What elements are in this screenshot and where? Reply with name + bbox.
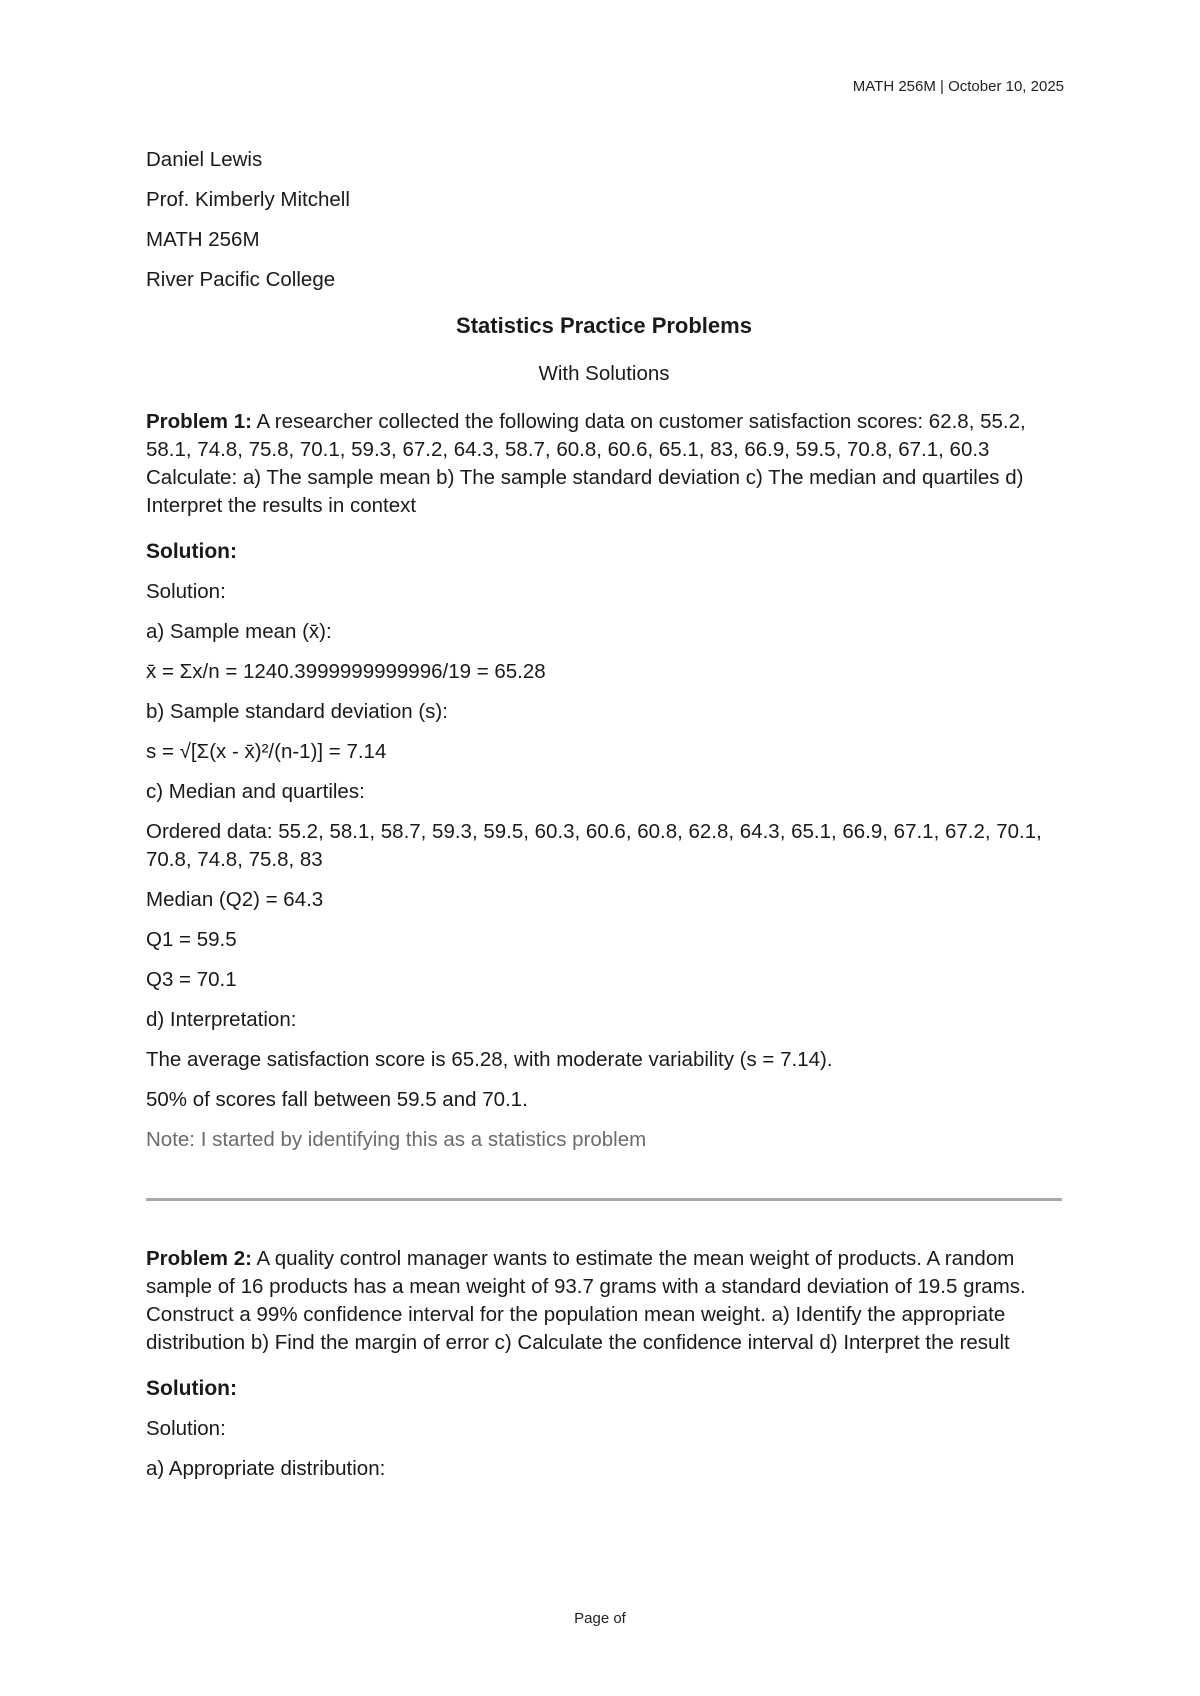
solution-line: b) Sample standard deviation (s): [146, 700, 448, 723]
problem-1-label: Problem 1: [146, 410, 252, 433]
solution-line: Median (Q2) = 64.3 [146, 888, 324, 911]
problem-2-solution-heading: Solution: [146, 1377, 237, 1400]
problem-2-label: Problem 2: [146, 1247, 252, 1270]
solution-line: The average satisfaction score is 65.28, with moderate variability (s = 7.14). [146, 1048, 833, 1071]
solution-line: 50% of scores fall between 59.5 and 70.1. [146, 1088, 528, 1111]
problem-2-statement [146, 1245, 1062, 1357]
course-code: MATH 256M [146, 228, 260, 251]
solution-line: a) Sample mean (x̄): [146, 620, 332, 643]
solution-line: x̄ = Σx/n = 1240.3999999999996/19 = 65.28 [146, 660, 546, 683]
document-subtitle: With Solutions [538, 362, 670, 385]
page-header: MATH 256M | October 10, 2025 [852, 78, 1064, 95]
solution-line: c) Median and quartiles: [146, 780, 365, 803]
problem-1-statement [146, 408, 1062, 520]
problem-2-text: A quality control manager wants to estimate the mean weight of products. A random sample of 16 products has a mean weight of 93.7 grams with a standard deviation of 19.5 grams. Construct a 99% confidence interval for the population mean weight. a) Identify the appropriate distribution b) Find the margin of error c) Calculate the confidence interval d) Interpret the result [146, 1247, 1026, 1354]
solution-line: a) Appropriate distribution: [146, 1457, 386, 1480]
document-title: Statistics Practice Problems [456, 313, 752, 338]
page-footer: Page of [574, 1610, 626, 1627]
solution-line: d) Interpretation: [146, 1008, 297, 1031]
problem-1-solution-heading: Solution: [146, 540, 237, 563]
student-name: Daniel Lewis [146, 148, 263, 171]
solution-line: Q3 = 70.1 [146, 968, 237, 991]
author-block [146, 146, 1062, 294]
problem-1-note: Note: I started by identifying this as a statistics problem [146, 1128, 647, 1151]
solution-line: s = √[Σ(x - x̄)²/(n-1)] = 7.14 [146, 740, 387, 763]
section-divider [146, 1198, 1062, 1201]
document-body [146, 146, 1062, 1495]
solution-line: Solution: [146, 580, 226, 603]
solution-line: Ordered data: 55.2, 58.1, 58.7, 59.3, 59.5, 60.3, 60.6, 60.8, 62.8, 64.3, 65.1, 66.9, 67.1, 67.2, 70.1, 70.8, 74.8, 75.8, 83 [146, 820, 1042, 871]
solution-line: Q1 = 59.5 [146, 928, 237, 951]
professor-name: Prof. Kimberly Mitchell [146, 188, 350, 211]
solution-line: Solution: [146, 1417, 226, 1440]
college-name: River Pacific College [146, 268, 336, 291]
problem-1-text: A researcher collected the following data on customer satisfaction scores: 62.8, 55.2, 58.1, 74.8, 75.8, 70.1, 59.3, 67.2, 64.3, 58.7, 60.8, 60.6, 65.1, 83, 66.9, 59.5, 70.8, 67.1, 60.3 Calculate: a) The sample mean b) The sample standard deviation c) The median and quartiles d) Interpret the results in context [146, 410, 1026, 517]
